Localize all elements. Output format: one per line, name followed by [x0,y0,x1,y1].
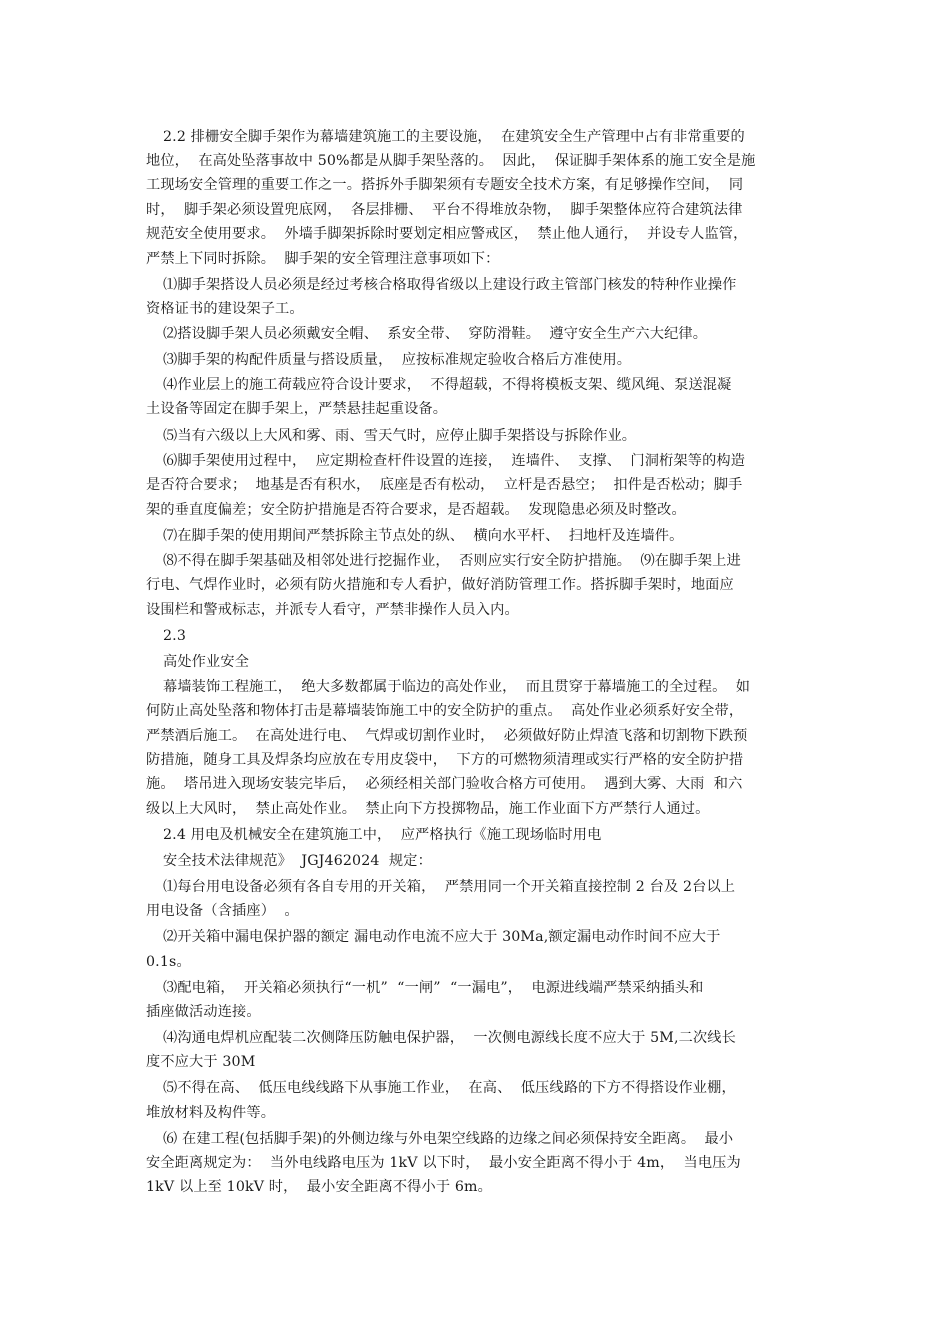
text-line: ⑹ 在建工程(包括脚手架)的外侧边缘与外电架空线路的边缘之间必须保持安全距离。 最小 [163,1131,734,1147]
text-line: 地位， 在高处坠落事故中 50%都是从脚手架坠落的。 因此， 保证脚手架体系的施工安全是施 [146,153,756,169]
text-line: 时， 脚手架必须设置兜底网， 各层排栅、 平台不得堆放杂物， 脚手架整体应符合建筑法律 [146,202,743,218]
text-line: 资格证书的建设架子工。 [146,301,304,317]
text-line: 用电设备（含插座） 。 [146,903,299,919]
text-line: ⑴脚手架搭设人员必须是经过考核合格取得省级以上建设行政主管部门核发的特种作业操作 [163,277,737,293]
text-line: 级以上大风时， 禁止高处作业。 禁止向下方投掷物品，施工作业面下方严禁行人通过。 [146,801,710,817]
text-line: 设围栏和警戒标志，并派专人看守，严禁非操作人员入内。 [146,602,519,618]
text-line: 安全技术法律规范》 JGJ462024 规定： [163,853,432,869]
text-line: 严禁酒后施工。 在高处进行电、 气焊或切割作业时， 必须做好防止焊渣飞落和切割物下跌预 [146,728,748,744]
text-line: 2.2 排栅安全脚手架作为幕墙建筑施工的主要设施， 在建筑安全生产管理中占有非常重要的 [163,129,745,145]
text-line: ⑺在脚手架的使用期间严禁拆除主节点处的纵、 横向水平杆、 扫地杆及连墙件。 [163,528,684,544]
text-line: 土设备等固定在脚手架上，严禁悬挂起重设备。 [146,401,448,417]
text-line: 度不应大于 30M [146,1054,256,1070]
text-line: ⑵搭设脚手架人员必须戴安全帽、 系安全带、 穿防滑鞋。 遵守安全生产六大纪律。 [163,326,708,342]
text-line: 架的垂直度偏差；安全防护措施是否符合要求，是否超载。 发现隐患必须及时整改。 [146,502,686,518]
text-line: ⑸不得在高、 低压电线线路下从事施工作业， 在高、 低压线路的下方不得搭设作业棚， [163,1080,736,1096]
text-line: ⑵开关箱中漏电保护器的额定 漏电动作电流不应大于 30Ma,额定漏电动作时间不应大于 [163,929,721,945]
text-line: ⑶脚手架的构配件质量与搭设质量， 应按标准规定验收合格后方准使用。 [163,352,632,368]
text-line: 何防止高处坠落和物体打击是幕墙装饰施工中的安全防护的重点。 高处作业必须系好安全带， [146,703,744,719]
text-line: 严禁上下同时拆除。 脚手架的安全管理注意事项如下： [146,251,500,267]
text-line: 规范安全使用要求。 外墙手脚架拆除时要划定相应警戒区， 禁止他人通行， 并设专人监管， [146,226,748,242]
text-line: ⑻不得在脚手架基础及相邻处进行挖掘作业， 否则应实行安全防护措施。 ⑼在脚手架上进 [163,553,741,569]
section-heading: 高处作业安全 [163,654,250,670]
text-line: ⑴每台用电设备必须有各自专用的开关箱， 严禁用同一个开关箱直接控制 2 台及 2台以上 [163,879,736,895]
text-line: 工现场安全管理的重要工作之一。搭拆外手脚架须有专题安全技术方案，有足够操作空间， 同 [146,177,744,193]
text-line: 插座做活动连接。 [146,1004,261,1020]
section-number: 2.3 [163,628,187,644]
text-line: 施。 塔吊进入现场安装完毕后， 必须经相关部门验收合格方可使用。 遇到大雾、大雨 和六 [146,776,743,792]
text-line: 安全距离规定为： 当外电线路电压为 1kV 以下时， 最小安全距离不得小于 4m， 当电压为 [146,1155,741,1171]
text-line: ⑷沟通电焊机应配装二次侧降压防触电保护器， 一次侧电源线长度不应大于 5M,二次线长 [163,1030,736,1046]
text-line: ⑹脚手架使用过程中， 应定期检查杆件设置的连接， 连墙件、 支撑、 门洞桁架等的构造 [163,453,746,469]
text-line: ⑸当有六级以上大风和雾、雨、雪天气时，应停止脚手架搭设与拆除作业。 [163,428,637,444]
text-line: 是否符合要求； 地基是否有积水， 底座是否有松动， 立杆是否悬空； 扣件是否松动；脚手 [146,477,743,493]
text-line: ⑷作业层上的施工荷载应符合设计要求， 不得超载，不得将模板支架、缆风绳、泵送混凝 [163,377,732,393]
text-line: ⑶配电箱， 开关箱必须执行“一机” “一闸” “一漏电”， 电源进线端严禁采纳插头和 [163,980,704,996]
text-line: 防措施，随身工具及焊条均应放在专用皮袋中， 下方的可燃物须清理或实行严格的安全防护措 [146,752,744,768]
text-line: 行电、气焊作业时，必须有防火措施和专人看护，做好消防管理工作。搭拆脚手架时，地面应 [146,577,734,593]
text-line: 堆放材料及构件等。 [146,1105,276,1121]
text-line: 1kV 以上至 10kV 时， 最小安全距离不得小于 6m。 [146,1179,492,1195]
text-line: 幕墙装饰工程施工， 绝大多数都属于临边的高处作业， 而且贯穿于幕墙施工的全过程。 如 [163,679,751,695]
text-line: 0.1s。 [146,954,191,970]
text-line: 2.4 用电及机械安全在建筑施工中， 应严格执行《施工现场临时用电 [163,827,602,843]
